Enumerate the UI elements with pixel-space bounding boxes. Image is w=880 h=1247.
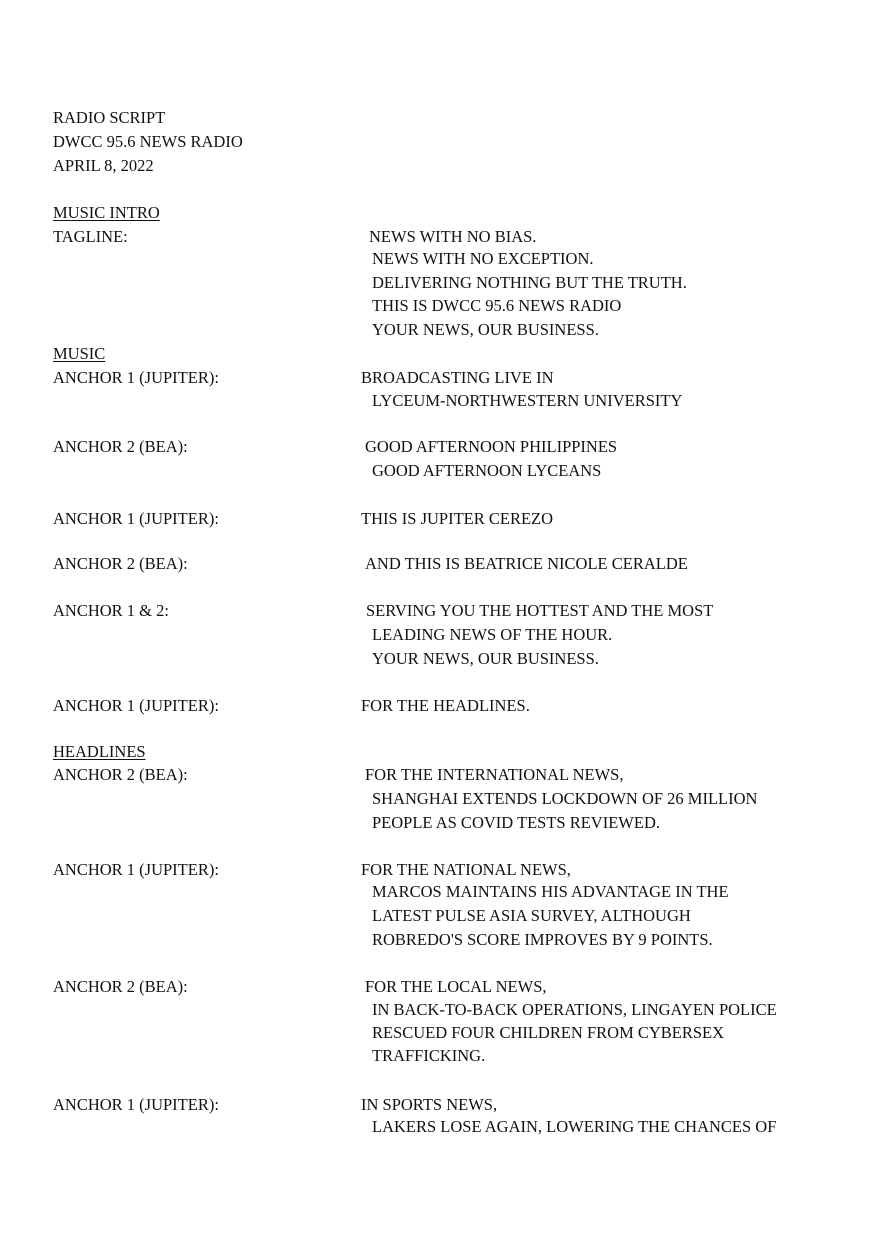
- speaker-label: ANCHOR 2 (BEA):: [53, 437, 188, 456]
- speaker-label: ANCHOR 1 (JUPITER):: [53, 509, 219, 528]
- script-line: GOOD AFTERNOON PHILIPPINES: [365, 437, 618, 456]
- script-line: SERVING YOU THE HOTTEST AND THE MOST: [366, 601, 714, 620]
- section-headlines: HEADLINES: [53, 742, 146, 761]
- script-line: LEADING NEWS OF THE HOUR.: [372, 625, 613, 644]
- script-line: DELIVERING NOTHING BUT THE TRUTH.: [372, 273, 687, 292]
- script-line: LAKERS LOSE AGAIN, LOWERING THE CHANCES OF: [372, 1117, 777, 1136]
- speaker-label: ANCHOR 1 & 2:: [53, 601, 169, 620]
- script-line: YOUR NEWS, OUR BUSINESS.: [372, 649, 599, 668]
- script-line: RESCUED FOUR CHILDREN FROM CYBERSEX: [372, 1023, 725, 1042]
- script-line: NEWS WITH NO BIAS.: [369, 227, 537, 246]
- script-line: TRAFFICKING.: [372, 1046, 486, 1065]
- script-line: ROBREDO'S SCORE IMPROVES BY 9 POINTS.: [372, 930, 713, 949]
- script-title: RADIO SCRIPT: [53, 108, 166, 127]
- script-line: LYCEUM-NORTHWESTERN UNIVERSITY: [372, 391, 683, 410]
- speaker-label: ANCHOR 1 (JUPITER):: [53, 860, 219, 879]
- script-line: FOR THE LOCAL NEWS,: [365, 977, 547, 996]
- speaker-label: ANCHOR 2 (BEA):: [53, 554, 188, 573]
- script-line: MARCOS MAINTAINS HIS ADVANTAGE IN THE: [372, 882, 729, 901]
- script-line: IN SPORTS NEWS,: [361, 1095, 498, 1114]
- script-date: APRIL 8, 2022: [53, 156, 154, 175]
- script-line: FOR THE NATIONAL NEWS,: [361, 860, 571, 879]
- script-line: BROADCASTING LIVE IN: [361, 368, 554, 387]
- station-name: DWCC 95.6 NEWS RADIO: [53, 132, 243, 151]
- speaker-label: ANCHOR 2 (BEA):: [53, 765, 188, 784]
- script-line: NEWS WITH NO EXCEPTION.: [372, 249, 594, 268]
- script-line: GOOD AFTERNOON LYCEANS: [372, 461, 602, 480]
- script-line: IN BACK-TO-BACK OPERATIONS, LINGAYEN POLICE: [372, 1000, 777, 1019]
- speaker-label: ANCHOR 1 (JUPITER):: [53, 368, 219, 387]
- speaker-label: ANCHOR 1 (JUPITER):: [53, 1095, 219, 1114]
- script-line: SHANGHAI EXTENDS LOCKDOWN OF 26 MILLION: [372, 789, 758, 808]
- script-line: FOR THE HEADLINES.: [361, 696, 530, 715]
- speaker-label: TAGLINE:: [53, 227, 128, 246]
- script-line: THIS IS JUPITER CEREZO: [361, 509, 554, 528]
- section-music-intro: MUSIC INTRO: [53, 203, 160, 222]
- script-line: YOUR NEWS, OUR BUSINESS.: [372, 320, 599, 339]
- script-line: FOR THE INTERNATIONAL NEWS,: [365, 765, 624, 784]
- speaker-label: ANCHOR 2 (BEA):: [53, 977, 188, 996]
- script-line: LATEST PULSE ASIA SURVEY, ALTHOUGH: [372, 906, 691, 925]
- script-line: THIS IS DWCC 95.6 NEWS RADIO: [372, 296, 622, 315]
- script-line: AND THIS IS BEATRICE NICOLE CERALDE: [365, 554, 688, 573]
- section-music: MUSIC: [53, 344, 106, 363]
- speaker-label: ANCHOR 1 (JUPITER):: [53, 696, 219, 715]
- script-line: PEOPLE AS COVID TESTS REVIEWED.: [372, 813, 660, 832]
